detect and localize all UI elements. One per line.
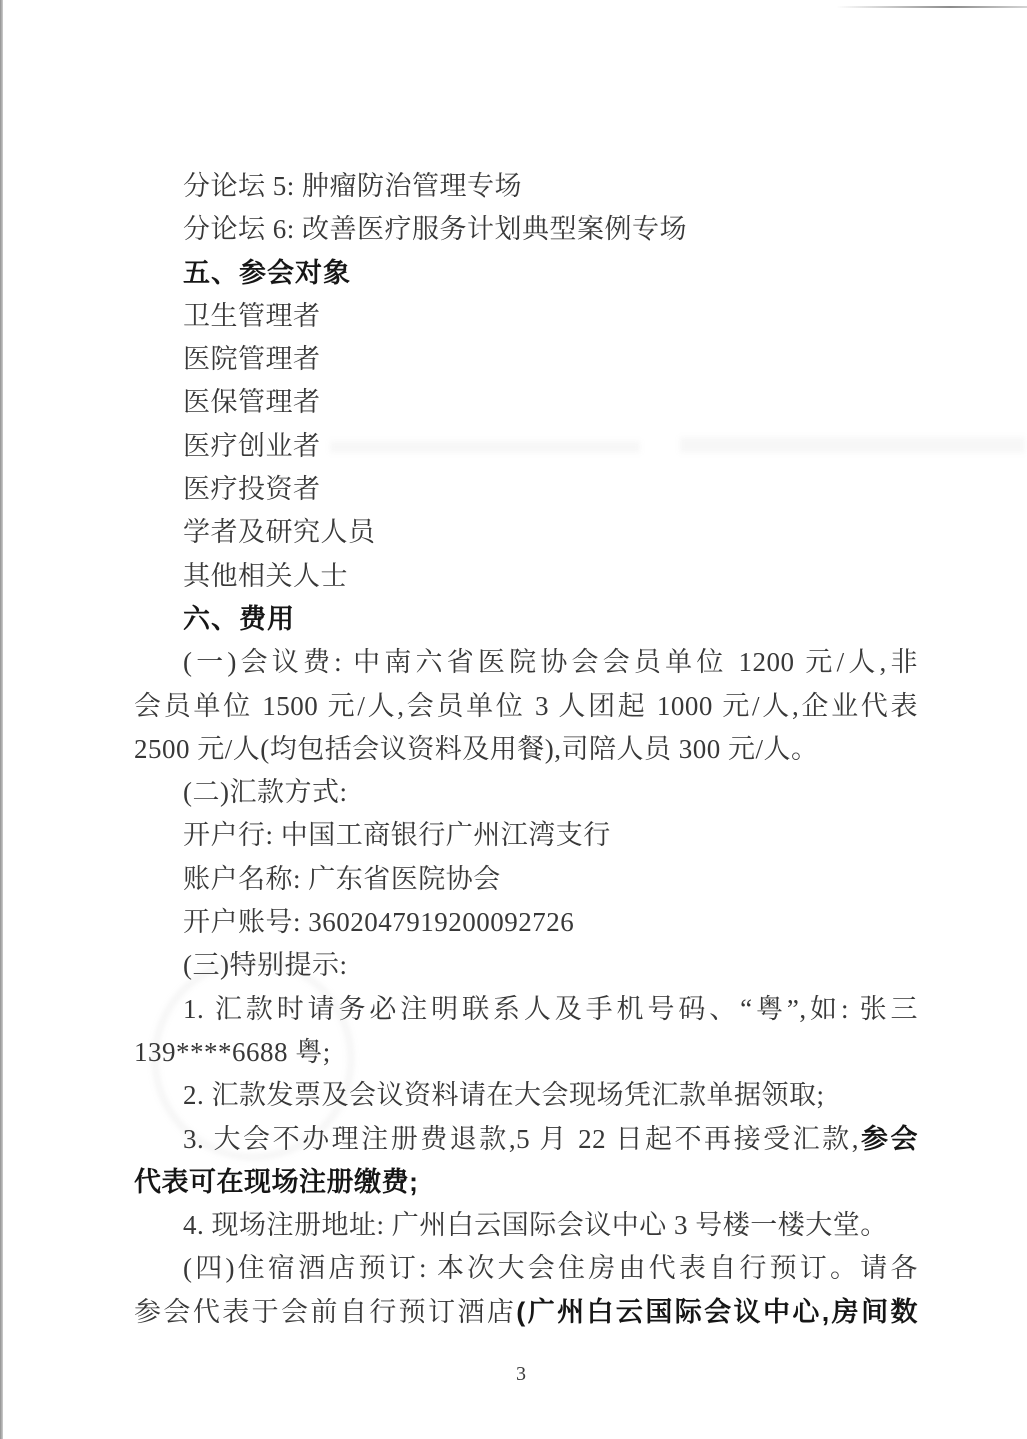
note-1-line: 1. 汇款时请务必注明联系人及手机号码、“粤”,如: 张三	[183, 993, 918, 1024]
remittance-bank-line: 开户行: 中国工商银行广州江湾支行	[183, 820, 611, 851]
remittance-account-name-line: 账户名称: 广东省医院协会	[183, 863, 501, 894]
note-3-line: 代表可在现场注册缴费;	[134, 1166, 419, 1197]
attendee-item: 其他相关人士	[183, 560, 348, 591]
note-3-bold-text: 参会	[858, 1123, 919, 1154]
hotel-bold-text: (广州白云国际会议中心,房间数	[516, 1296, 918, 1327]
hotel-normal-text: 参会代表于会前自行预订酒店	[134, 1296, 517, 1327]
section-6-heading: 六、费用	[183, 603, 295, 634]
note-3-line	[134, 1118, 918, 1161]
note-4-line: 4. 现场注册地址: 广州白云国际会议中心 3 号楼一楼大堂。	[183, 1210, 888, 1241]
forum-6-line: 分论坛 6: 改善医疗服务计划典型案例专场	[183, 214, 688, 245]
forum-5-line: 分论坛 5: 肿瘤防治管理专场	[183, 171, 523, 201]
note-3-normal-text: 3. 大会不办理注册费退款,5 月 22 日起不再接受汇款,	[183, 1123, 859, 1154]
scan-line-artifact	[836, 6, 1027, 8]
attendee-item: 医疗投资者	[183, 474, 321, 505]
hotel-paragraph-line	[134, 1291, 918, 1334]
fee-paragraph-line: 会员单位 1500 元/人,会员单位 3 人团起 1000 元/人,企业代表	[134, 690, 918, 721]
note-1-line: 139****6688 粤;	[134, 1036, 331, 1067]
document-body	[134, 165, 918, 1334]
attendee-item: 医院管理者	[183, 344, 321, 375]
section-5-heading: 五、参会对象	[183, 257, 351, 288]
remittance-account-number-line: 开户账号: 3602047919200092726	[183, 907, 575, 938]
notes-heading: (三)特别提示:	[183, 950, 348, 981]
attendee-item: 学者及研究人员	[183, 517, 376, 548]
remittance-heading: (二)汇款方式:	[183, 777, 348, 808]
fee-paragraph-line: (一)会议费: 中南六省医院协会会员单位 1200 元/人,非	[183, 647, 918, 678]
attendee-item: 卫生管理者	[183, 300, 321, 331]
attendee-item: 医疗创业者	[183, 430, 321, 461]
fee-paragraph-line: 2500 元/人(均包括会议资料及用餐),司陪人员 300 元/人。	[134, 733, 819, 764]
page-number: 3	[516, 1363, 526, 1385]
hotel-paragraph-line: (四)住宿酒店预订: 本次大会住房由代表自行预订。请各	[183, 1253, 918, 1284]
note-2-line: 2. 汇款发票及会议资料请在大会现场凭汇款单据领取;	[183, 1080, 825, 1111]
scan-edge-artifact	[0, 0, 3, 1439]
attendee-item: 医保管理者	[183, 387, 321, 418]
